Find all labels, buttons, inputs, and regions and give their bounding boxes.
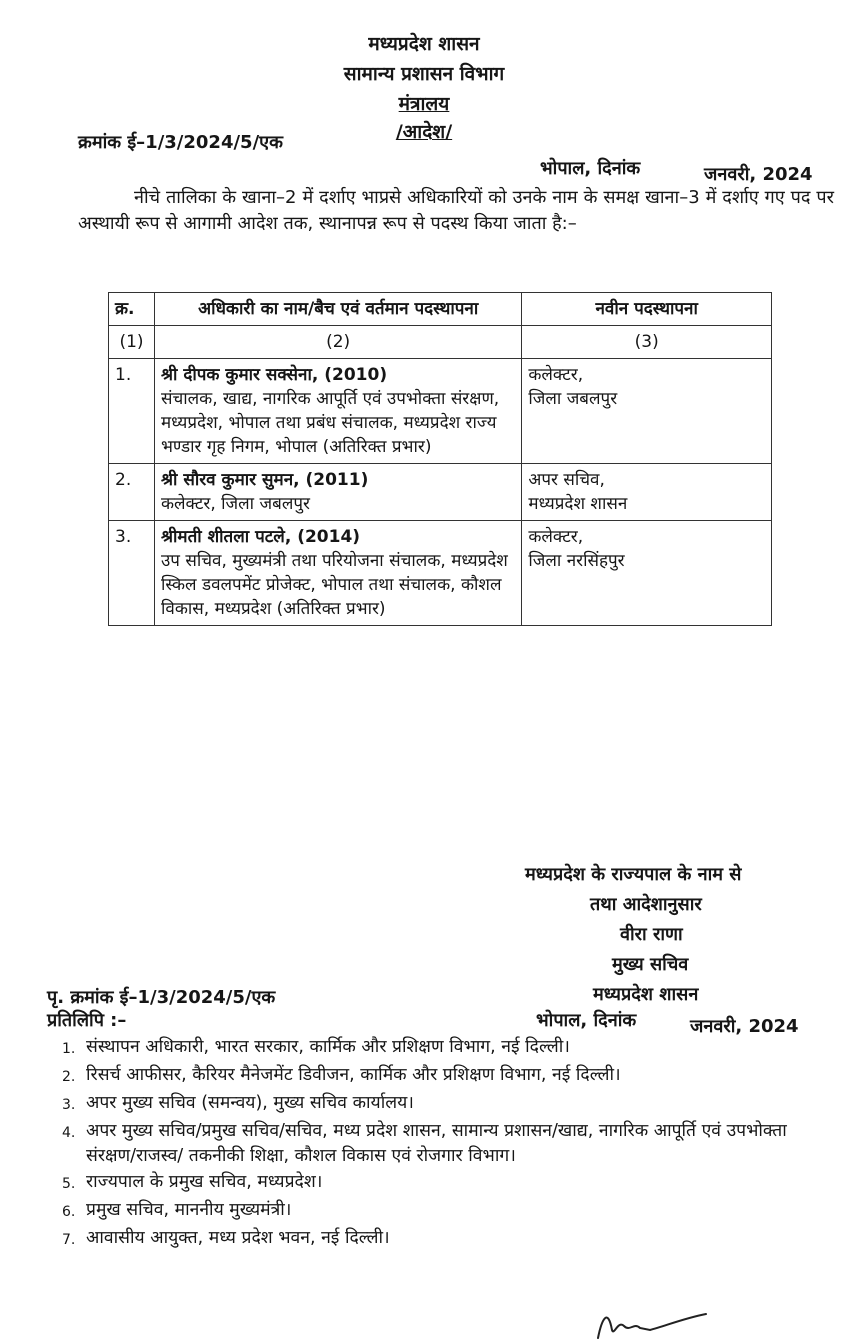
copy-text: रिसर्च आफीसर, कैरियर मैनेजमेंट डिवीजन, कार्मिक और प्रशिक्षण विभाग, नई दिल्ली। [86,1065,621,1085]
col-number-3: (3) [522,326,772,359]
secretariat-label: मंत्रालय [398,93,450,115]
copy-number: 3. [62,1097,76,1113]
signature-line-2: तथा आदेशानुसार [590,894,702,915]
copy-number: 4. [62,1125,76,1141]
list-item [62,1170,822,1197]
order-title-label: /आदेश/ [395,121,453,143]
endorsement-place-date: भोपाल, दिनांक [536,1010,637,1031]
row-serial: 1. [109,359,155,464]
header-serial: क्र. [109,293,155,326]
new-posting-place: जिला नरसिंहपुर [528,551,625,571]
list-item [62,1063,822,1090]
posting-table [108,292,772,626]
list-item [62,1035,822,1062]
list-item [62,1198,822,1225]
table-column-number-row [109,326,772,359]
officer-name: श्रीमती शीतला पटले, (2014) [160,527,361,547]
row-new-posting [522,464,772,521]
row-serial: 3. [109,521,155,626]
officer-current-posting: कलेक्टर, जिला जबलपुर [160,494,310,514]
new-posting-place: जिला जबलपुर [528,389,618,409]
officer-current-posting: संचालक, खाद्य, नागरिक आपूर्ति एवं उपभोक्ता संरक्षण, मध्यप्रदेश, भोपाल तथा प्रबंध संचालक, मध्यप्रदेश राज्य भण्डार गृह निगम, भोपाल (अतिरिक्त प्रभार) [160,389,500,457]
row-officer [154,521,521,626]
officer-name: श्री दीपक कुमार सक्सेना, (2010) [160,365,388,385]
handwritten-signature [590,1300,710,1342]
list-item [62,1226,822,1253]
table-row [109,359,772,464]
officer-name: श्री सौरव कुमार सुमन, (2011) [160,470,369,490]
copy-number: 7. [62,1232,76,1248]
header-secretariat [0,90,848,116]
signatory-office: मध्यप्रदेश शासन [593,984,699,1005]
table-row [109,521,772,626]
table-header-row [109,293,772,326]
list-item [62,1091,822,1118]
copy-text: राज्यपाल के प्रमुख सचिव, मध्यप्रदेश। [86,1172,323,1192]
row-new-posting [522,359,772,464]
place-date-label: भोपाल, दिनांक [540,158,641,179]
endorsement-order-number: पृ. क्रमांक ई–1/3/2024/5/एक [47,987,276,1008]
copy-text: अपर मुख्य सचिव (समन्वय), मुख्य सचिव कार्यालय। [86,1093,414,1113]
row-officer [154,359,521,464]
copy-text: आवासीय आयुक्त, मध्य प्रदेश भवन, नई दिल्ली। [86,1228,390,1248]
new-posting-title: कलेक्टर, [528,527,584,547]
col-number-2: (2) [154,326,521,359]
row-serial: 2. [109,464,155,521]
copy-number: 2. [62,1069,76,1085]
new-posting-place: मध्यप्रदेश शासन [528,494,628,514]
row-officer [154,464,521,521]
order-month-year: जनवरी, 2024 [704,164,813,185]
copy-text: अपर मुख्य सचिव/प्रमुख सचिव/सचिव, मध्य प्रदेश शासन, सामान्य प्रशासन/खाद्य, नागरिक आपूर्ति एवं उपभोक्ता संरक्षण/राजस्व/ तकनीकी शिक्षा, कौशल विकास एवं रोजगार विभाग। [86,1121,787,1166]
copy-to-label: प्रतिलिपि :– [47,1010,127,1031]
header-officer: अधिकारी का नाम/बैच एवं वर्तमान पदस्थापना [154,293,521,326]
officer-current-posting: उप सचिव, मुख्यमंत्री तथा परियोजना संचालक, मध्यप्रदेश स्किल डवलपमेंट प्रोजेक्ट, भोपाल तथा संचालक, कौशल विकास, मध्यप्रदेश (अतिरिक्त प्रभार) [160,551,508,619]
row-new-posting [522,521,772,626]
signatory-name: वीरा राणा [620,924,683,945]
copy-number: 6. [62,1204,76,1220]
copy-text: प्रमुख सचिव, माननीय मुख्यमंत्री। [86,1200,292,1220]
signature-line-1: मध्यप्रदेश के राज्यपाल के नाम से [525,864,742,885]
copy-list [62,1035,822,1254]
table-row [109,464,772,521]
copy-number: 5. [62,1176,76,1192]
signatory-designation: मुख्य सचिव [612,954,689,975]
header-department: सामान्य प्रशासन विभाग [343,63,505,85]
new-posting-title: कलेक्टर, [528,365,584,385]
endorsement-month-year: जनवरी, 2024 [690,1016,799,1037]
copy-number: 1. [62,1041,76,1057]
copy-text: संस्थापन अधिकारी, भारत सरकार, कार्मिक और प्रशिक्षण विभाग, नई दिल्ली। [86,1037,570,1057]
new-posting-title: अपर सचिव, [528,470,605,490]
col-number-1: (1) [109,326,155,359]
header-government: मध्यप्रदेश शासन [368,33,480,55]
list-item [62,1119,822,1169]
header-new-posting: नवीन पदस्थापना [522,293,772,326]
order-number: क्रमांक ई–1/3/2024/5/एक [78,132,283,153]
intro-paragraph: नीचे तालिका के खाना–2 में दर्शाए भाप्रसे अधिकारियों को उनके नाम के समक्ष खाना–3 में दर्शाए गए पद पर अस्थायी रूप से आगामी आदेश तक, स्थानापन्न रूप से पदस्थ किया जाता है:– [78,187,834,234]
